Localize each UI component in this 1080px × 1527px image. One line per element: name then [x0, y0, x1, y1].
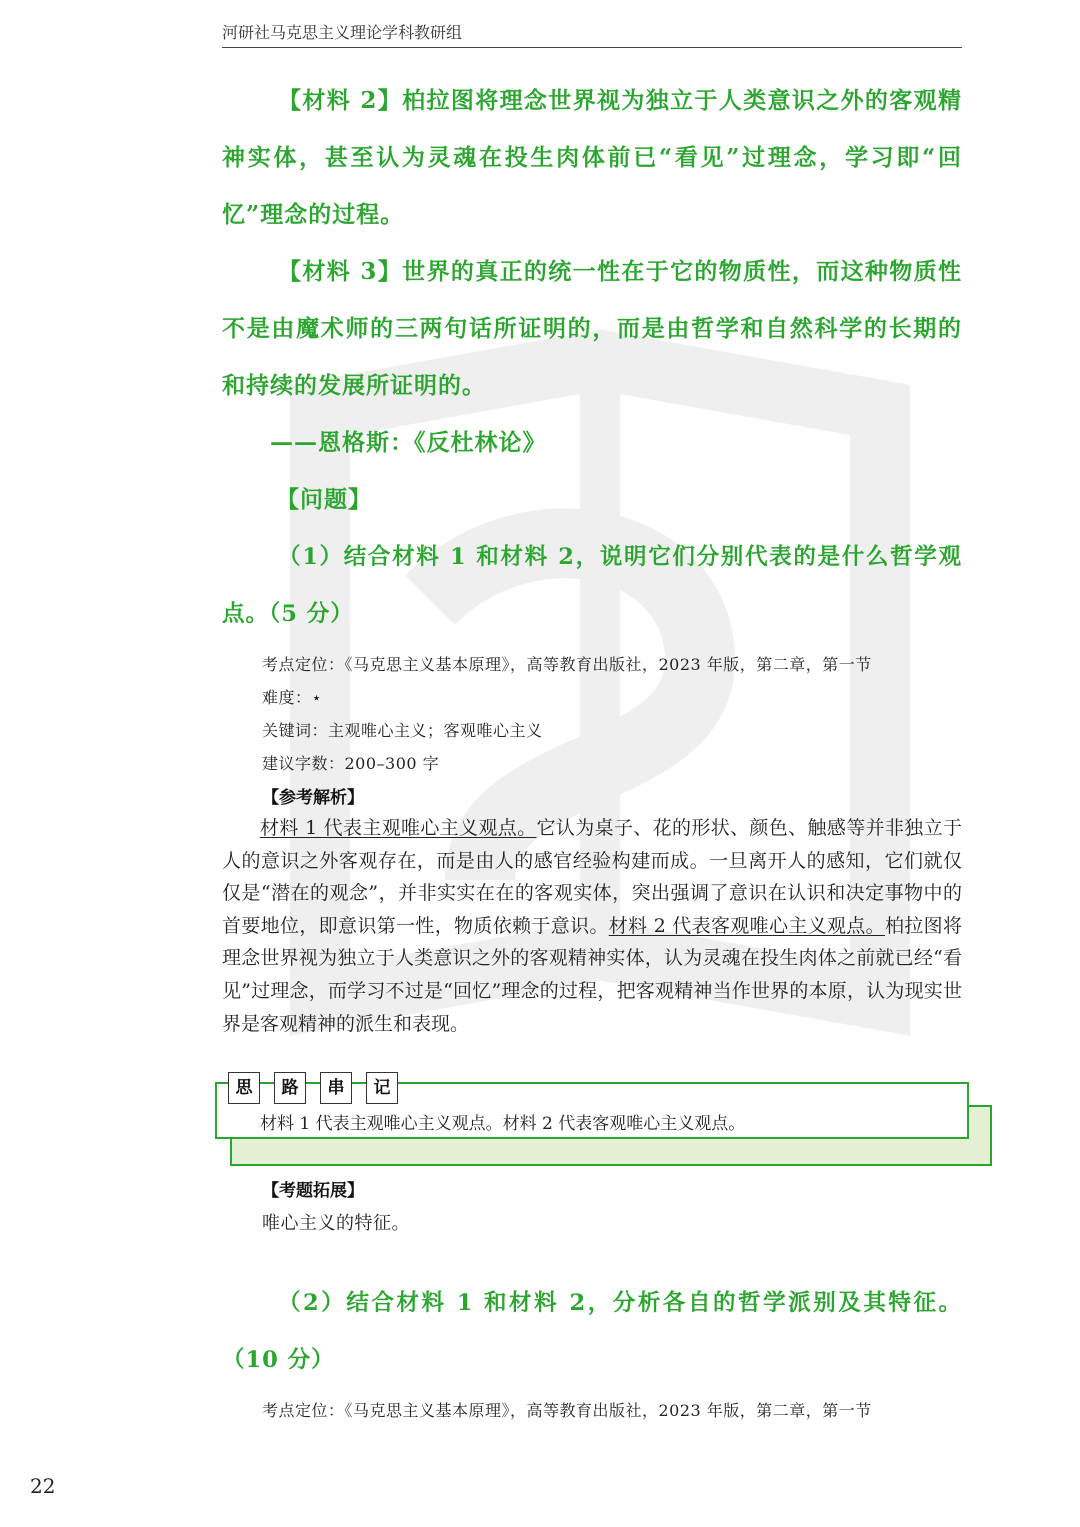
header-title: 河研社马克思主义理论学科教研组: [222, 23, 463, 42]
analysis-key-point-1: 材料 1 代表主观唯心主义观点。: [260, 817, 537, 839]
reference-analysis: [222, 812, 962, 1040]
material-2-paragraph: 【材料 2】柏拉图将理念世界视为独立于人类意识之外的客观精神实体，甚至认为灵魂在投生肉体前已“看见”过理念，学习即“回忆”理念的过程。: [222, 87, 962, 228]
analysis-key-point-2: 材料 2 代表客观唯心主义观点。: [608, 914, 885, 937]
analysis-paragraph: [222, 812, 962, 1040]
q2-location: 考点定位：《马克思主义基本原理》，高等教育出版社，2023 年版，第二章，第一节: [262, 1401, 872, 1420]
analysis-text-2: 柏拉图将理念世界视为独立于人类意识之外的客观精神实体，认为灵魂在投生肉体之前就已经“看见”过理念，而学习不过是“回忆”理念的过程，把客观精神当作世界的本原，认为现实世界是客观精神的派生和表现。: [222, 914, 962, 1035]
material-3-source: ——恩格斯：《反杜林论》: [270, 429, 547, 456]
question-heading: 【问题】: [276, 486, 372, 513]
running-header: [222, 20, 962, 48]
question-2: （2）结合材料 1 和材料 2，分析各自的哲学派别及其特征。（10 分）: [222, 1290, 962, 1373]
tag-lu: 路: [274, 1072, 306, 1104]
analysis-label: 【参考解析】: [262, 788, 364, 808]
q1-location: 考点定位：《马克思主义基本原理》，高等教育出版社，2023 年版，第二章，第一节: [262, 655, 872, 674]
tag-ji: 记: [366, 1072, 398, 1104]
q1-word-count: 建议字数：200–300 字: [262, 754, 440, 773]
tag-chuan: 串: [320, 1072, 352, 1104]
material-3-paragraph: 【材料 3】世界的真正的统一性在于它的物质性，而这种物质性不是由魔术师的三两句话所证明的，而是由哲学和自然科学的长期的和持续的发展所证明的。: [222, 258, 962, 399]
q1-difficulty: 难度：⋆: [262, 688, 323, 707]
extension-text: 唯心主义的特征。: [262, 1213, 410, 1234]
tag-si: 思: [228, 1072, 260, 1104]
page-number: 22: [30, 1474, 56, 1498]
thought-box-text: 材料 1 代表主观唯心主义观点。材料 2 代表客观唯心主义观点。: [260, 1114, 746, 1134]
question-1: （1）结合材料 1 和材料 2，说明它们分别代表的是什么哲学观点。（5 分）: [222, 544, 962, 627]
analysis-text-1: 它认为桌子、花的形状、颜色、触感等并非独立于人的意识之外客观存在，而是由人的感官经验构建而成。一旦离开人的感知，它们就仅仅是“潜在的观念”，并非实实在在的客观实体，突出强调了意识在认识和决定事物中的首要地位，即意识第一性，物质依赖于意识。: [222, 817, 962, 937]
thought-box-tags: [228, 1072, 412, 1104]
q1-keywords: 关键词：主观唯心主义；客观唯心主义: [262, 721, 543, 740]
extension-label: 【考题拓展】: [262, 1181, 364, 1201]
